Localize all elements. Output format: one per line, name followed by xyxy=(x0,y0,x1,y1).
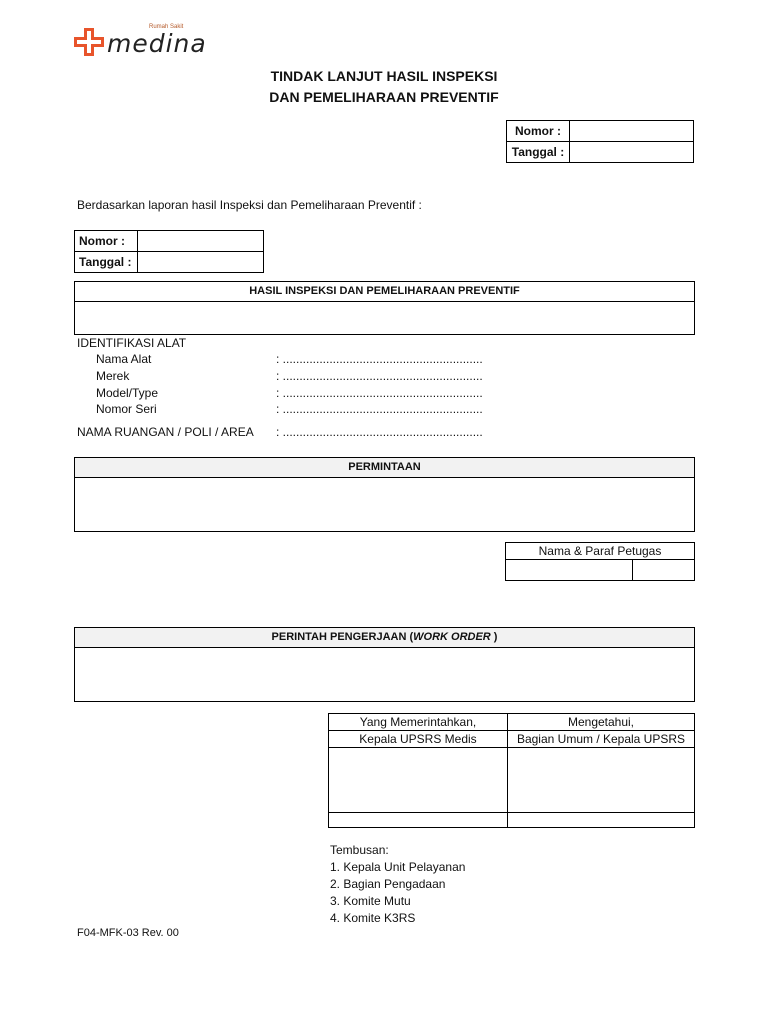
ruangan-value[interactable]: : ............................................................ xyxy=(276,425,483,439)
ruangan-label: NAMA RUANGAN / POLI / AREA xyxy=(77,425,254,439)
work-order-body-field[interactable] xyxy=(75,648,694,701)
identifikasi-heading: IDENTIFIKASI ALAT xyxy=(77,336,187,350)
petugas-box xyxy=(505,542,695,581)
sig-left-line1: Yang Memerintahkan, xyxy=(329,714,508,731)
nama-alat-value[interactable]: : ............................................................ xyxy=(276,352,483,366)
work-order-section xyxy=(74,627,695,702)
nomor-seri-value[interactable]: : ............................................................ xyxy=(276,402,483,416)
sig-right-signature-area[interactable] xyxy=(508,748,695,813)
nomor-label: Nomor : xyxy=(507,121,570,142)
sig-right-line1: Mengetahui, xyxy=(508,714,695,731)
model-type-label: Model/Type xyxy=(96,386,159,400)
permintaan-body-field[interactable] xyxy=(75,478,694,531)
tembusan-item: 3. Komite Mutu xyxy=(330,894,411,908)
sig-right-name-field[interactable] xyxy=(508,813,695,828)
sig-left-line2: Kepala UPSRS Medis xyxy=(329,731,508,748)
form-code: F04-MFK-03 Rev. 00 xyxy=(77,927,179,939)
ref-nomor-field[interactable] xyxy=(138,231,264,252)
tanggal-label: Tanggal : xyxy=(507,142,570,163)
work-order-header xyxy=(75,628,694,648)
tembusan-list xyxy=(330,842,465,927)
tembusan-item: 4. Komite K3RS xyxy=(330,911,416,925)
permintaan-section xyxy=(74,457,695,532)
intro-text: Berdasarkan laporan hasil Inspeksi dan Pemeliharaan Preventif : xyxy=(77,198,422,212)
hasil-header: HASIL INSPEKSI DAN PEMELIHARAAN PREVENTIF xyxy=(75,282,694,302)
merek-value[interactable]: : ............................................................ xyxy=(276,369,483,383)
sig-left-signature-area[interactable] xyxy=(329,748,508,813)
petugas-paraf-field[interactable] xyxy=(633,560,695,581)
reference-box xyxy=(74,230,264,273)
petugas-label: Nama & Paraf Petugas xyxy=(506,543,695,560)
tembusan-item: 2. Bagian Pengadaan xyxy=(330,877,446,891)
tanggal-field[interactable] xyxy=(570,142,694,163)
medina-cross-icon xyxy=(74,28,104,56)
merek-label: Merek xyxy=(96,369,130,383)
hasil-section xyxy=(74,281,695,335)
document-title-line2: DAN PEMELIHARAAN PREVENTIF xyxy=(269,89,499,105)
model-type-value[interactable]: : ............................................................ xyxy=(276,386,483,400)
tembusan-item: 1. Kepala Unit Pelayanan xyxy=(330,860,466,874)
nama-alat-label: Nama Alat xyxy=(96,352,152,366)
hasil-body-field[interactable] xyxy=(75,302,694,334)
work-order-suffix: ) xyxy=(490,631,498,643)
signature-table xyxy=(328,713,695,828)
hospital-logo xyxy=(74,24,214,58)
work-order-italic: WORK ORDER xyxy=(413,631,491,643)
document-title-line1: TINDAK LANJUT HASIL INSPEKSI xyxy=(270,68,498,84)
ref-nomor-label: Nomor : xyxy=(75,231,138,252)
sig-left-name-field[interactable] xyxy=(329,813,508,828)
sig-right-line2: Bagian Umum / Kepala UPSRS xyxy=(508,731,695,748)
ref-tanggal-field[interactable] xyxy=(138,252,264,273)
tembusan-heading: Tembusan: xyxy=(330,843,389,857)
logo-subtext: Rumah Sakit xyxy=(149,24,184,30)
nomor-seri-label: Nomor Seri xyxy=(96,402,157,416)
nomor-field[interactable] xyxy=(570,121,694,142)
document-number-box xyxy=(506,120,694,163)
petugas-name-field[interactable] xyxy=(506,560,633,581)
permintaan-header: PERMINTAAN xyxy=(75,458,694,478)
ref-tanggal-label: Tanggal : xyxy=(75,252,138,273)
work-order-prefix: PERINTAH PENGERJAAN ( xyxy=(271,631,414,643)
logo-wordmark: medina xyxy=(107,29,207,58)
